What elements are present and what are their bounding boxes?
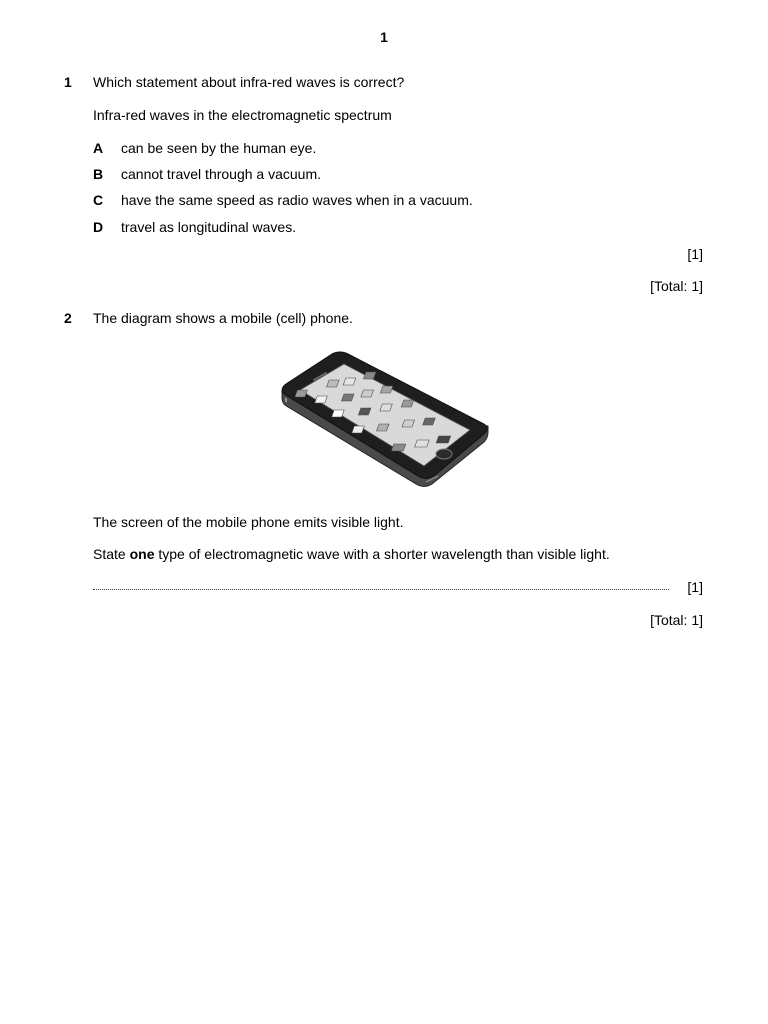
q1-option-b-text: cannot travel through a vacuum.	[121, 166, 322, 182]
q2-total: [Total: 1]	[650, 612, 703, 628]
q1-option-b-letter: B	[93, 166, 104, 182]
q2-prompt-pre: State	[93, 546, 130, 562]
q1-option-c-letter: C	[93, 192, 104, 208]
q2-number: 2	[64, 310, 72, 326]
q2-statement: The screen of the mobile phone emits visible light.	[93, 514, 404, 530]
q1-marks: [1]	[687, 246, 703, 262]
mobile-phone-diagram	[278, 350, 490, 490]
q1-intro: Infra-red waves in the electromagnetic spectrum	[93, 107, 392, 123]
q1-number: 1	[64, 74, 72, 90]
q1-option-a-letter: A	[93, 140, 104, 156]
q2-prompt-post: type of electromagnetic wave with a shorter wavelength than visible light.	[154, 546, 610, 562]
q2-prompt-bold: one	[129, 546, 155, 562]
phone-illustration-icon	[278, 350, 490, 490]
q2-marks: [1]	[687, 579, 703, 595]
q1-option-a-text: can be seen by the human eye.	[121, 140, 317, 156]
q2-prompt	[93, 547, 610, 561]
q1-stem: Which statement about infra-red waves is correct?	[93, 74, 405, 90]
q2-stem: The diagram shows a mobile (cell) phone.	[93, 310, 353, 326]
page-number: 1	[380, 29, 388, 45]
q1-total: [Total: 1]	[650, 278, 703, 294]
q2-answer-line[interactable]	[93, 589, 669, 590]
q1-option-d-letter: D	[93, 219, 104, 235]
q1-option-c-text: have the same speed as radio waves when in a vacuum.	[121, 192, 473, 208]
q1-option-d-text: travel as longitudinal waves.	[121, 219, 297, 235]
